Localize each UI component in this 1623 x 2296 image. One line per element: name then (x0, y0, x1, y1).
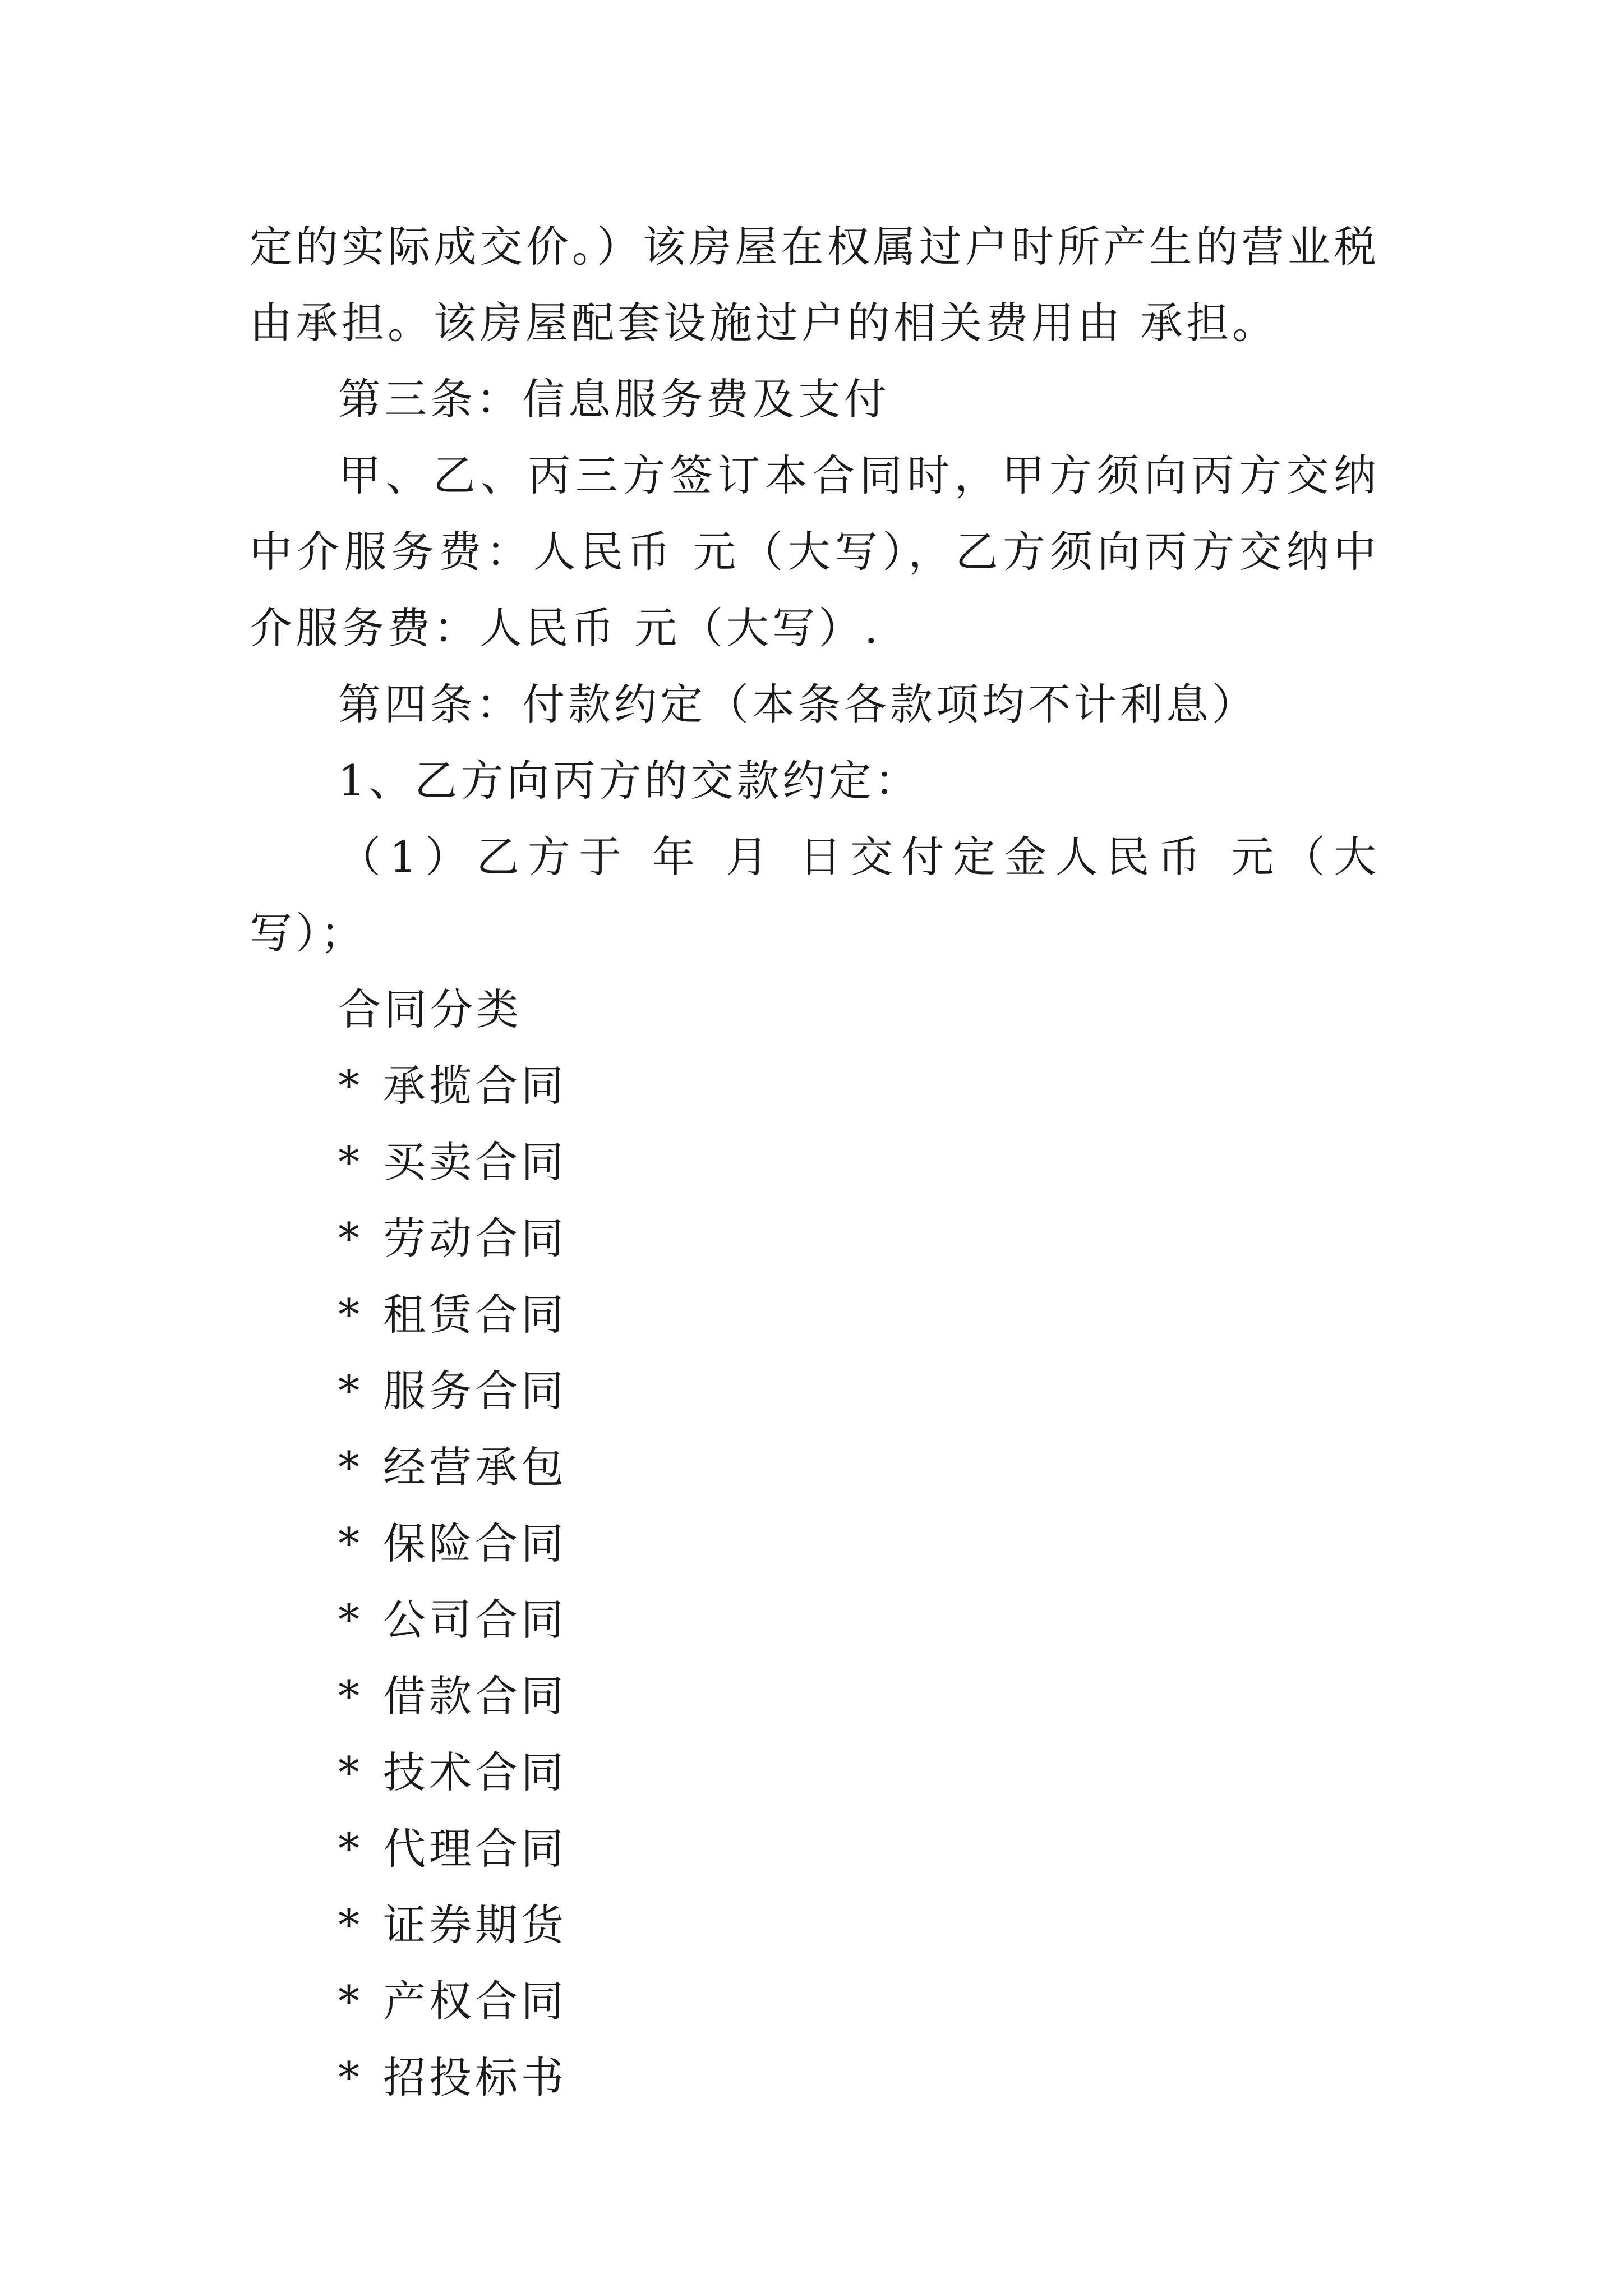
list-item (250, 1277, 1380, 1353)
bullet-asterisk: * (338, 1747, 363, 1797)
bullet-asterisk: * (338, 1900, 363, 1950)
bullet-asterisk: * (338, 1366, 363, 1416)
category-label: 服务合同 (383, 1366, 567, 1416)
list-item (250, 1811, 1380, 1887)
list-item (250, 1429, 1380, 1506)
category-label: 保险合同 (383, 1519, 567, 1568)
category-label: 借款合同 (383, 1671, 567, 1721)
list-item (250, 1200, 1380, 1277)
contract-category-list (250, 1048, 1380, 2116)
list-item (250, 1506, 1380, 1582)
paragraph-service-fee: 甲、乙、丙三方签订本合同时，甲方须向丙方交纳中介服务费：人民币 元（大写），乙方须向丙方交纳中介服务费：人民币 元（大写）. (250, 450, 1380, 653)
document-body (250, 209, 1380, 2116)
category-label: 租赁合同 (383, 1290, 567, 1340)
category-label: 承揽合同 (383, 1061, 567, 1111)
list-item (250, 1658, 1380, 1734)
list-item (250, 1887, 1380, 1963)
bullet-asterisk: * (338, 1595, 363, 1645)
bullet-asterisk: * (338, 2053, 363, 2102)
category-label: 买卖合同 (383, 1137, 567, 1187)
heading-article-3: 第三条：信息服务费及支付 (338, 374, 890, 424)
category-label: 代理合同 (383, 1824, 567, 1874)
list-item (250, 1124, 1380, 1200)
list-item (250, 1582, 1380, 1658)
bullet-asterisk: * (338, 1442, 363, 1492)
bullet-asterisk: * (338, 1213, 363, 1263)
list-item (250, 2040, 1380, 2116)
list-item (250, 1734, 1380, 1811)
category-label: 证券期货 (383, 1900, 567, 1950)
category-label: 劳动合同 (383, 1213, 567, 1263)
bullet-asterisk: * (338, 1290, 363, 1340)
bullet-asterisk: * (338, 1061, 363, 1111)
bullet-asterisk: * (338, 1671, 363, 1721)
bullet-asterisk: * (338, 1824, 363, 1874)
category-label: 经营承包 (383, 1442, 567, 1492)
category-label: 产权合同 (383, 1976, 567, 2026)
category-label: 技术合同 (383, 1747, 567, 1797)
list-item (250, 1353, 1380, 1429)
bullet-asterisk: * (338, 1976, 363, 2026)
list-item (250, 1048, 1380, 1124)
category-label: 公司合同 (383, 1595, 567, 1645)
paragraph-payment-agreement: 1、乙方向丙方的交款约定： (338, 756, 921, 806)
paragraph-price-tax: 定的实际成交价。）该房屋在权属过户时所产生的营业税由承担。该房屋配套设施过户的相关费用由 承担。 (250, 222, 1380, 348)
category-label: 招投标书 (383, 2053, 567, 2102)
paragraph-deposit: （1）乙方于 年 月 日交付定金人民币 元（大写）； (250, 832, 1380, 958)
bullet-asterisk: * (338, 1137, 363, 1187)
list-item (250, 1963, 1380, 2040)
heading-article-4: 第四条：付款约定（本条各款项均不计利息） (338, 679, 1258, 729)
heading-contract-categories: 合同分类 (338, 984, 522, 1034)
bullet-asterisk: * (338, 1519, 363, 1568)
